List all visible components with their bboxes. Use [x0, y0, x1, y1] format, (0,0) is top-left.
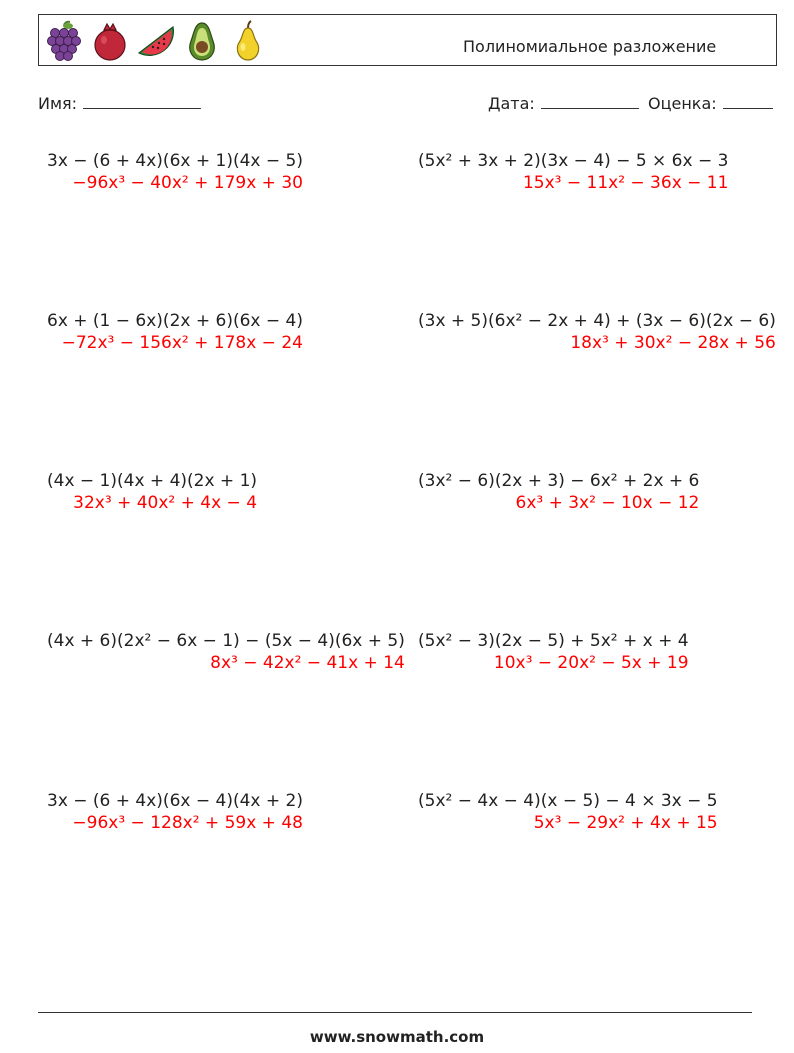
footer-divider	[38, 1012, 752, 1013]
problem-4	[418, 310, 776, 354]
problem-answer: 8x³ − 42x² − 41x + 14	[210, 653, 405, 673]
problem-question: 3x − (6 + 4x)(6x + 1)(4x − 5)	[47, 151, 303, 171]
date-field[interactable]	[488, 94, 639, 113]
name-field[interactable]	[38, 94, 201, 113]
problem-question: 6x + (1 − 6x)(2x + 6)(6x − 4)	[47, 311, 303, 331]
problem-answer: 18x³ + 30x² − 28x + 56	[570, 333, 776, 353]
worksheet-title: Полиномиальное разложение	[463, 37, 717, 56]
problem-2	[418, 150, 728, 194]
problem-question: (5x² − 4x − 4)(x − 5) − 4 × 3x − 5	[418, 791, 718, 811]
pomegranate-icon	[91, 19, 129, 63]
grade-field[interactable]	[648, 94, 773, 113]
problem-question: 3x − (6 + 4x)(6x − 4)(4x + 2)	[47, 791, 303, 811]
name-label: Имя:	[38, 94, 78, 113]
problem-3	[47, 310, 303, 354]
footer-url[interactable]: www.snowmath.com	[309, 1028, 485, 1046]
fruit-icons	[45, 19, 267, 63]
problem-answer: 6x³ + 3x² − 10x − 12	[515, 493, 700, 513]
problem-question: (5x² − 3)(2x − 5) + 5x² + x + 4	[418, 631, 689, 651]
watermelon-icon	[137, 19, 175, 63]
pear-icon	[229, 19, 267, 63]
problem-9	[47, 790, 303, 834]
problem-answer: 5x³ − 29x² + 4x + 15	[533, 813, 718, 833]
problem-answer: 15x³ − 11x² − 36x − 11	[522, 173, 729, 193]
problem-answer: −96x³ − 128x² + 59x + 48	[72, 813, 303, 833]
date-blank[interactable]	[541, 107, 639, 109]
problem-question: (3x + 5)(6x² − 2x + 4) + (3x − 6)(2x − 6)	[418, 311, 776, 331]
problem-1	[47, 150, 303, 194]
header-box	[38, 14, 777, 66]
name-blank[interactable]	[83, 107, 201, 109]
problem-8	[418, 630, 689, 674]
problem-answer: 32x³ + 40x² + 4x − 4	[73, 493, 258, 513]
grapes-icon	[45, 19, 83, 63]
date-label: Дата:	[488, 94, 535, 113]
grade-label: Оценка:	[648, 94, 717, 113]
problem-5	[47, 470, 257, 514]
problem-question: (4x + 6)(2x² − 6x − 1) − (5x − 4)(6x + 5)	[47, 631, 405, 651]
grade-blank[interactable]	[723, 107, 773, 109]
problem-10	[418, 790, 718, 834]
problem-answer: 10x³ − 20x² − 5x + 19	[493, 653, 689, 673]
problem-answer: −72x³ − 156x² + 178x − 24	[61, 333, 303, 353]
problem-7	[47, 630, 405, 674]
problem-answer: −96x³ − 40x² + 179x + 30	[72, 173, 303, 193]
problem-question: (5x² + 3x + 2)(3x − 4) − 5 × 6x − 3	[418, 151, 729, 171]
avocado-icon	[183, 19, 221, 63]
problem-question: (4x − 1)(4x + 4)(2x + 1)	[47, 471, 258, 491]
problem-6	[418, 470, 699, 514]
problem-question: (3x² − 6)(2x + 3) − 6x² + 2x + 6	[418, 471, 700, 491]
